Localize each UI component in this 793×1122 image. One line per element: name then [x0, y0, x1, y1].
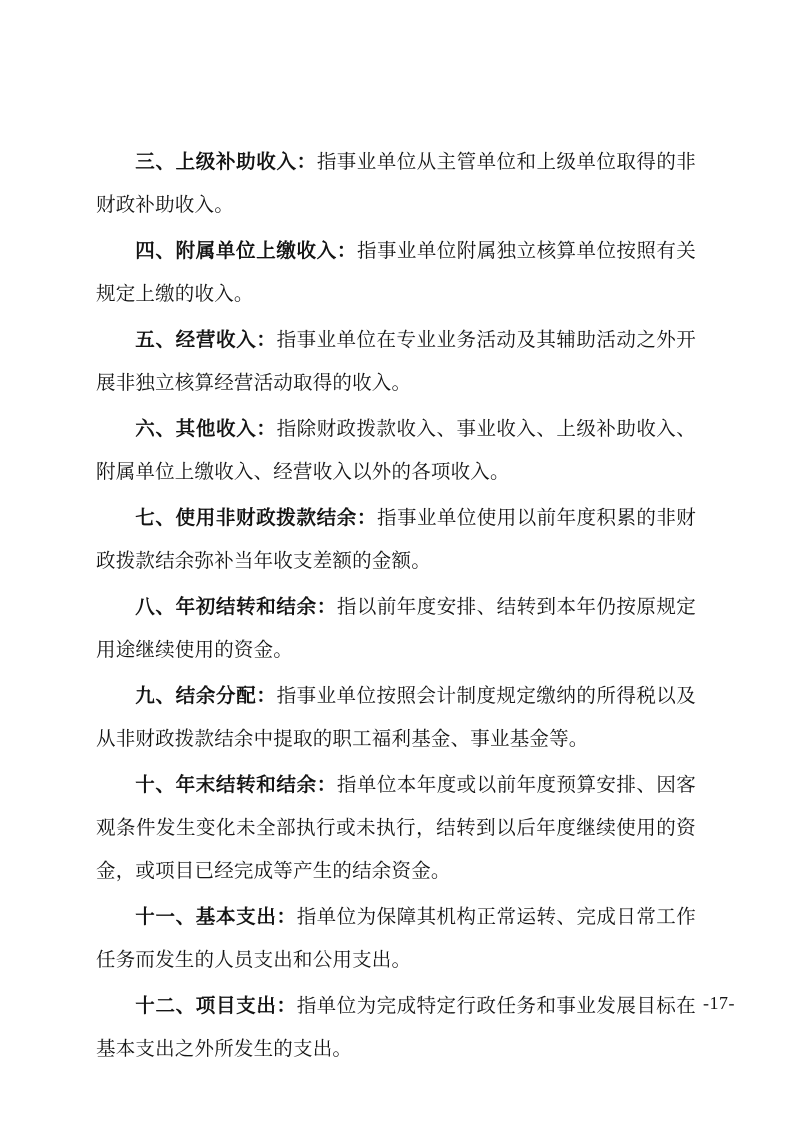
paragraph-term: 十、年末结转和结余： — [135, 773, 337, 796]
paragraph-text: 指单位为完成特定行政任务和事业发展目标在基本支出之外所发生的支出。 — [96, 996, 696, 1060]
paragraph-text: 指事业单位按照会计制度规定缴纳的所得税以及从非财政拨款结余中提取的职工福利基金、事业基金等。 — [96, 686, 696, 750]
paragraph-text: 指以前年度安排、结转到本年仍按原规定用途继续使用的资金。 — [96, 597, 696, 661]
paragraph-term: 三、上级补助收入： — [135, 150, 317, 173]
paragraph — [96, 229, 696, 316]
paragraph — [96, 895, 696, 982]
paragraph — [96, 496, 696, 583]
paragraph — [96, 318, 696, 405]
paragraph-term: 十一、基本支出： — [135, 905, 297, 928]
paragraph — [96, 984, 696, 1071]
paragraph-term: 四、附属单位上缴收入： — [135, 239, 357, 262]
paragraph-term: 九、结余分配： — [135, 684, 277, 707]
paragraph — [96, 674, 696, 761]
paragraph — [96, 140, 696, 227]
paragraph-term: 七、使用非财政拨款结余： — [135, 506, 378, 529]
paragraph — [96, 407, 696, 494]
paragraph-term: 六、其他收入： — [135, 417, 277, 440]
paragraph-text: 指单位本年度或以前年度预算安排、因客观条件发生变化未全部执行或未执行，结转到以后年度继续使用的资金，或项目已经完成等产生的结余资金。 — [96, 775, 696, 882]
paragraph-text: 指事业单位从主管单位和上级单位取得的非财政补助收入。 — [96, 152, 696, 216]
paragraph-term: 五、经营收入： — [135, 328, 277, 351]
document-body — [96, 140, 696, 1073]
paragraph-term: 八、年初结转和结余： — [135, 595, 337, 618]
paragraph-text: 指事业单位在专业业务活动及其辅助活动之外开展非独立核算经营活动取得的收入。 — [96, 330, 696, 394]
paragraph-text: 指事业单位使用以前年度积累的非财政拨款结余弥补当年收支差额的金额。 — [96, 508, 696, 572]
paragraph-text: 指单位为保障其机构正常运转、完成日常工作任务而发生的人员支出和公用支出。 — [96, 907, 696, 971]
paragraph-text: 指除财政拨款收入、事业收入、上级补助收入、附属单位上缴收入、经营收入以外的各项收入。 — [96, 419, 696, 483]
paragraph-term: 十二、项目支出： — [135, 994, 297, 1017]
page-number: -17- — [703, 993, 735, 1013]
paragraph-text: 指事业单位附属独立核算单位按照有关规定上缴的收入。 — [96, 241, 696, 305]
paragraph — [96, 763, 696, 893]
paragraph — [96, 585, 696, 672]
